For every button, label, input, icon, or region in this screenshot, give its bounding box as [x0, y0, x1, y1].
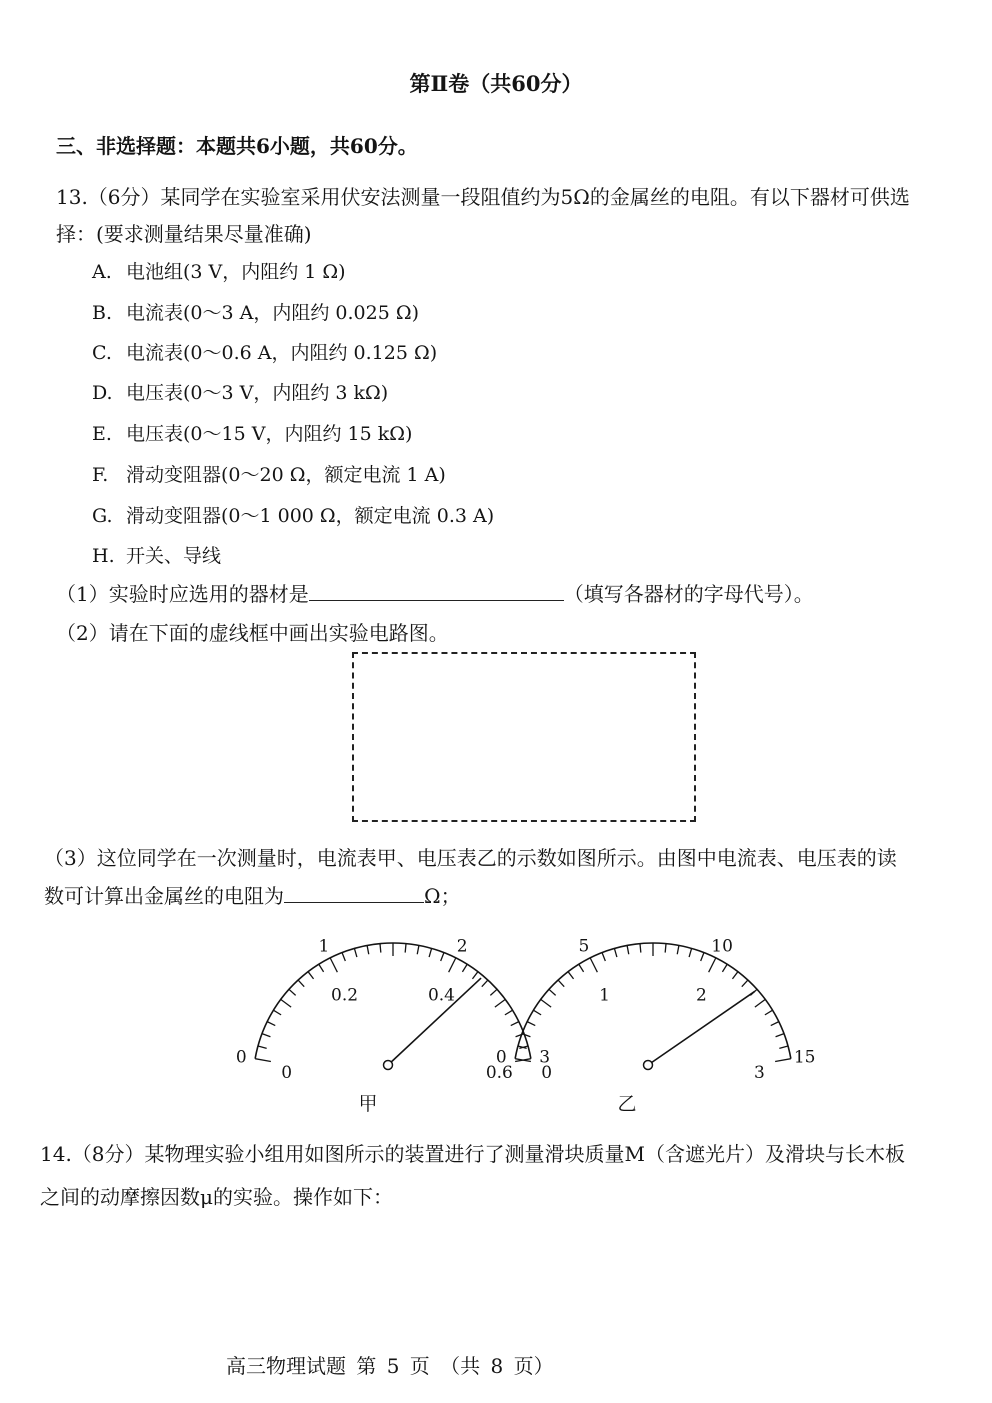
option-letter: A. [92, 261, 112, 283]
dial-tick [701, 953, 704, 961]
dial-inner-label: 0.6 [485, 1063, 513, 1084]
option-letter: H. [92, 545, 115, 567]
circuit-drawing-box[interactable] [352, 652, 696, 822]
option-b [92, 298, 419, 325]
dial-tick [482, 980, 488, 987]
dial-outer-label: 5 [578, 936, 590, 957]
dial-tick [755, 999, 765, 1007]
option-text: 电池组(3 V，内阻约 1 Ω) [126, 261, 346, 283]
dial-tick [722, 964, 727, 972]
dial-tick [541, 999, 551, 1007]
dial-inner-label: 3 [753, 1063, 765, 1084]
dial-tick [342, 953, 345, 961]
dial-tick [742, 980, 748, 987]
option-letter: G. [92, 505, 113, 527]
sub3-suffix: Ω； [424, 884, 461, 908]
q14-line1: 14.（8分）某物理实验小组用如图所示的装置进行了测量滑块质量M（含遮光片）及滑块与长木板 [40, 1142, 906, 1166]
q13-sub2: （2）请在下面的虚线框中画出实验电路图。 [56, 621, 449, 645]
option-e [92, 419, 412, 446]
answer-blank-equipment[interactable] [309, 600, 564, 601]
dial-outer-label: 15 [793, 1047, 816, 1068]
dial-arc [515, 943, 791, 1059]
voltmeter-dial [496, 936, 816, 1115]
dial-tick [590, 958, 597, 972]
dial-tick [273, 1010, 281, 1015]
dial-tick [289, 989, 296, 995]
dial-tick [779, 1046, 788, 1048]
option-letter: F. [92, 464, 109, 486]
option-text: 滑动变阻器(0～1 000 Ω，额定电流 0.3 A) [126, 505, 495, 527]
option-a [92, 257, 346, 284]
dial-tick [255, 1059, 271, 1062]
meter-readings-figure [0, 910, 992, 1120]
dial-tick [627, 945, 629, 954]
dial-tick [602, 953, 605, 961]
dial-tick [472, 972, 477, 979]
dial-tick [505, 1010, 513, 1015]
dial-tick [579, 964, 584, 972]
dial-tick [533, 1010, 541, 1015]
dial-tick [405, 944, 406, 953]
answer-blank-resistance[interactable] [284, 902, 424, 903]
dial-tick [522, 1034, 530, 1037]
dial-inner-label: 2 [696, 985, 707, 1006]
dial-tick [677, 945, 679, 954]
dial-tick [640, 944, 641, 953]
dial-tick [776, 1034, 784, 1037]
dial-tick [281, 999, 291, 1007]
dial-tick [417, 945, 419, 954]
dial-tick [354, 948, 356, 957]
dial-inner-label: 1 [599, 985, 610, 1006]
dial-tick [429, 948, 431, 957]
dial-tick [258, 1046, 267, 1048]
dial-tick [614, 948, 616, 957]
dial-inner-label: 0.4 [427, 985, 455, 1006]
q13-sub1 [56, 578, 814, 607]
dial-tick [267, 1022, 275, 1026]
dial-outer-label: 2 [456, 936, 468, 957]
dial-tick [527, 1022, 535, 1026]
dial-outer-label: 0 [235, 1047, 247, 1068]
dial-tick [262, 1034, 270, 1037]
option-d [92, 378, 388, 405]
option-text: 电流表(0～3 A，内阻约 0.025 Ω) [126, 302, 419, 324]
dial-outer-label: 10 [711, 936, 733, 957]
dial-inner-label: 0.2 [331, 985, 359, 1006]
dial-tick [441, 953, 444, 961]
dial-tick [367, 945, 369, 954]
dial-tick [775, 1059, 791, 1062]
option-f [92, 460, 446, 487]
option-c [92, 338, 437, 365]
dial-tick [771, 1022, 779, 1026]
dial-arc [255, 943, 531, 1059]
dial-tick [549, 989, 556, 995]
option-letter: E. [92, 423, 112, 445]
dial-inner-label: 0 [541, 1063, 553, 1084]
dial-tick [298, 980, 304, 987]
dial-outer-label: 0 [495, 1047, 507, 1068]
option-text: 电流表(0～0.6 A，内阻约 0.125 Ω) [126, 342, 438, 364]
dial-tick [319, 964, 324, 972]
dial-tick [495, 999, 505, 1007]
dial-inner-label: 0 [281, 1063, 293, 1084]
pointer-pivot [384, 1061, 393, 1070]
sub1-suffix: （填写各器材的字母代号）。 [563, 582, 814, 606]
option-text: 电压表(0～3 V，内阻约 3 kΩ) [126, 382, 389, 404]
option-text: 滑动变阻器(0～20 Ω，额定电流 1 A) [126, 464, 446, 486]
option-h [92, 541, 221, 568]
option-text: 电压表(0～15 V，内阻约 15 kΩ) [126, 423, 413, 445]
option-letter: D. [92, 382, 113, 404]
option-text: 开关、导线 [126, 545, 222, 567]
sub1-prefix: （1）实验时应选用的器材是 [56, 582, 309, 606]
dial-outer-label: 1 [318, 936, 330, 957]
dial-tick [462, 964, 467, 972]
dial-tick [765, 1010, 773, 1015]
sub3-prefix: 数可计算出金属丝的电阻为 [44, 884, 284, 908]
dial-tick [511, 1022, 519, 1026]
dial-tick [558, 980, 564, 987]
q13-line1: 13.（6分）某同学在实验室采用伏安法测量一段阻值约为5Ω的金属丝的电阻。有以下器材可供选 [56, 185, 910, 209]
dial-tick [380, 944, 381, 953]
option-letter: C. [92, 342, 112, 364]
dial-tick [330, 958, 337, 972]
meter-name: 乙 [617, 1093, 637, 1115]
dial-tick [732, 972, 737, 979]
dial-tick [449, 958, 456, 972]
dial-tick [689, 948, 691, 957]
dial-tick [308, 972, 313, 979]
dial-tick [709, 958, 716, 972]
option-g [92, 501, 494, 528]
q13-line2: 择：(要求测量结果尽量准确) [56, 222, 312, 246]
meter-name: 甲 [358, 1093, 378, 1115]
q13-sub3-line2 [44, 880, 461, 909]
section-title: 第Ⅱ卷（共60分） [409, 71, 583, 96]
ammeter-dial [235, 936, 553, 1115]
q13-sub3-line1: （3）这位同学在一次测量时，电流表甲、电压表乙的示数如图所示。由图中电流表、电压表的读 [44, 846, 897, 870]
section-heading: 三、非选择题：本题共6小题，共60分。 [56, 134, 418, 158]
dial-tick [568, 972, 573, 979]
page-footer: 高三物理试题 第 5 页 （共 8 页） [226, 1354, 554, 1378]
dial-tick [665, 944, 666, 953]
option-letter: B. [92, 302, 113, 324]
dial-tick [490, 989, 497, 995]
dial-outer-label: 3 [539, 1047, 551, 1068]
q14-line2: 之间的动摩擦因数μ的实验。操作如下： [40, 1185, 393, 1209]
pointer-pivot [644, 1061, 653, 1070]
